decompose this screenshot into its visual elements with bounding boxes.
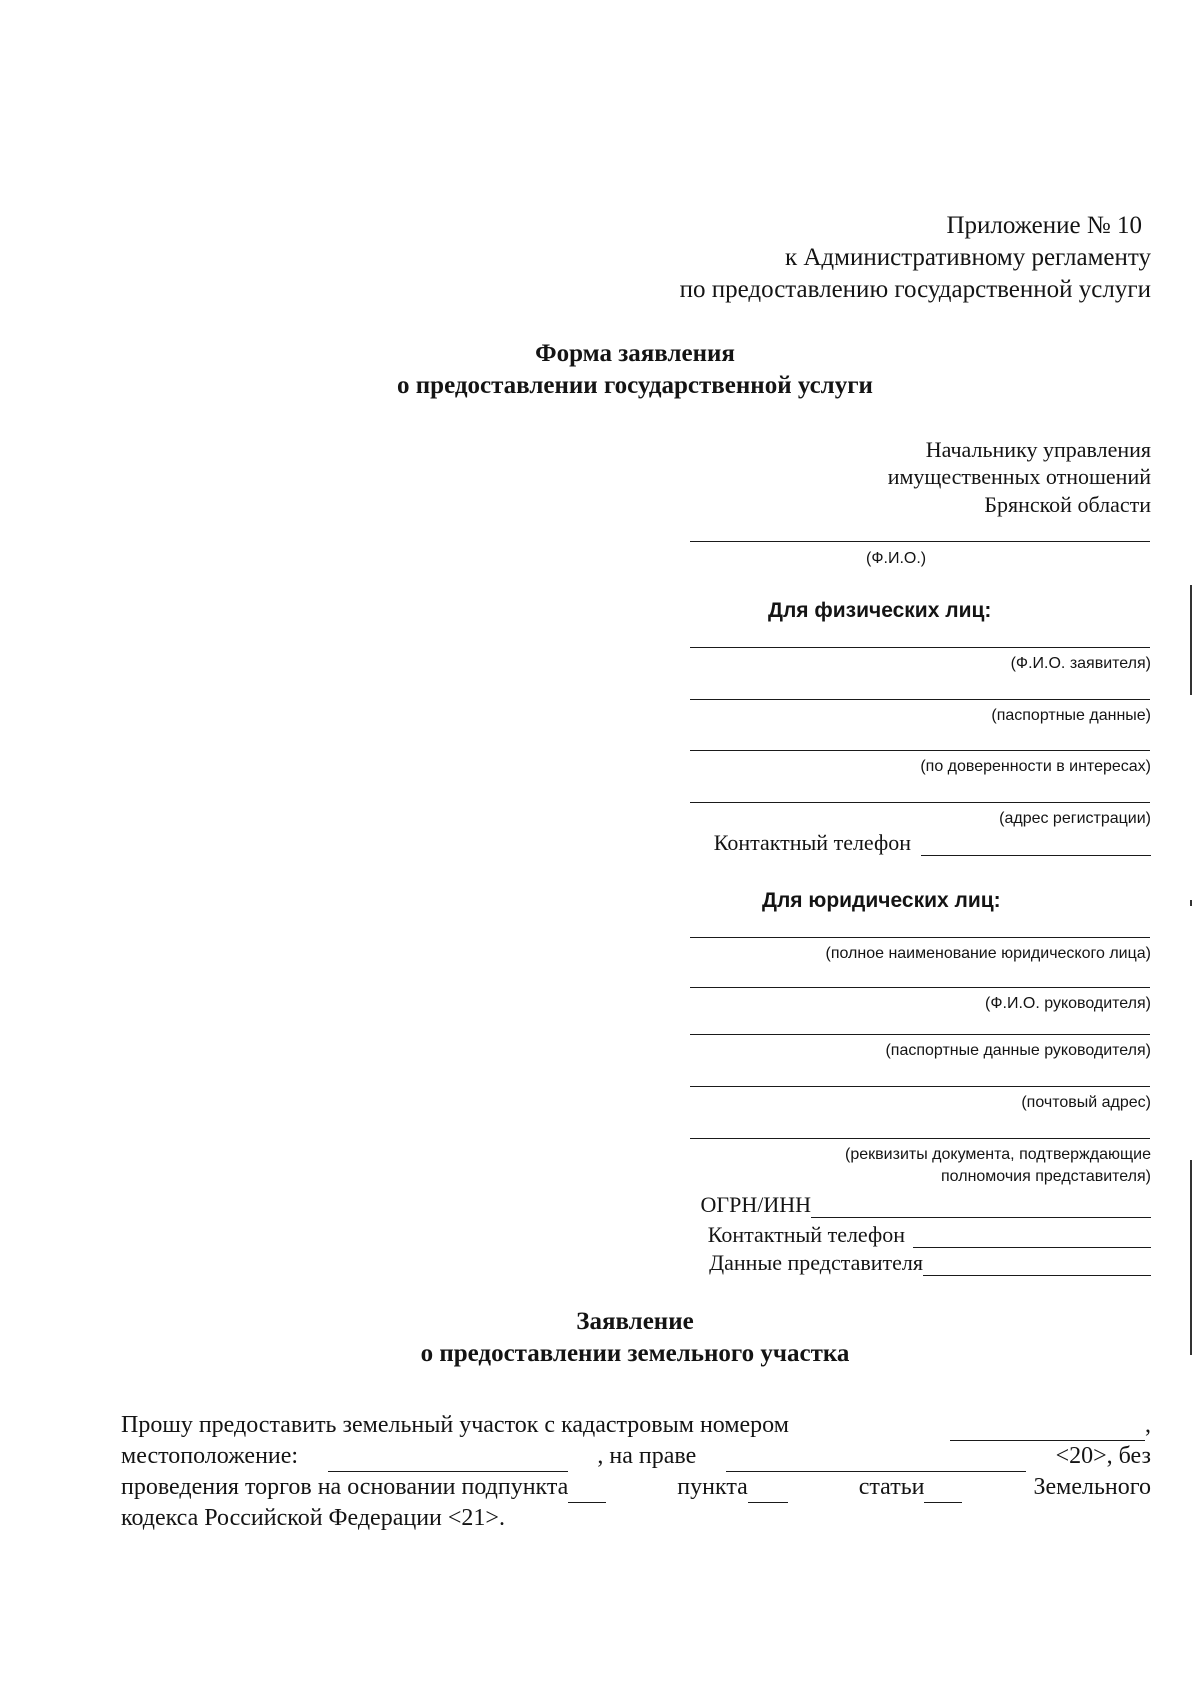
- paragraph-field[interactable]: [748, 1480, 788, 1503]
- statement-line-3: [121, 1472, 1151, 1503]
- head-passport-line[interactable]: [690, 1034, 1150, 1035]
- statement-line-1: [121, 1410, 1151, 1441]
- addressee-line3: Брянской области: [984, 492, 1151, 517]
- applicant-proxy-line[interactable]: [690, 750, 1150, 751]
- authority-document-line[interactable]: [690, 1138, 1150, 1139]
- statement-line-4: кодекса Российской Федерации <21>.: [121, 1505, 505, 1531]
- scan-edge-mark: [1190, 585, 1192, 695]
- right-type-field[interactable]: [726, 1449, 1026, 1472]
- applicant-fio-caption: (Ф.И.О. заявителя): [1010, 655, 1151, 672]
- applicant-fio-line[interactable]: [690, 647, 1150, 648]
- individuals-heading: Для физических лиц:: [768, 599, 992, 622]
- representative-row: [709, 1250, 1151, 1276]
- legal-name-caption: (полное наименование юридического лица): [825, 945, 1151, 962]
- applicant-passport-caption: (паспортные данные): [991, 707, 1151, 724]
- statement-line-1-comma: ,: [1145, 1412, 1151, 1438]
- individual-phone-label: Контактный телефон: [713, 830, 911, 855]
- footnote-20-text: <20>, без: [1055, 1443, 1151, 1469]
- ogrn-row: [700, 1192, 1151, 1218]
- appendix-number: Приложение № 10: [946, 212, 1142, 239]
- appendix-service: по предоставлению государственной услуги: [679, 276, 1151, 303]
- land-code-word: Земельного: [1033, 1474, 1151, 1500]
- article-field[interactable]: [924, 1480, 962, 1503]
- postal-address-caption: (почтовый адрес): [1021, 1094, 1151, 1111]
- applicant-passport-line[interactable]: [690, 699, 1150, 700]
- authority-document-caption-1: (реквизиты документа, подтверждающие: [845, 1146, 1151, 1163]
- paragraph-label: пункта: [677, 1474, 748, 1500]
- subparagraph-label: проведения торгов на основании подпункта: [121, 1474, 569, 1500]
- ogrn-field[interactable]: [811, 1197, 1151, 1218]
- cadastral-number-field[interactable]: [950, 1418, 1145, 1441]
- subparagraph-field[interactable]: [568, 1480, 606, 1503]
- individual-phone-row: [714, 830, 1151, 856]
- form-title-line2: о предоставлении государственной услуги: [397, 372, 873, 399]
- legal-name-line[interactable]: [690, 937, 1150, 938]
- postal-address-line[interactable]: [690, 1086, 1150, 1087]
- form-title-line1: Форма заявления: [535, 340, 735, 367]
- authority-document-caption-2: полномочия представителя): [941, 1168, 1151, 1185]
- addressee-fio-caption: (Ф.И.О.): [866, 550, 927, 567]
- statement-line-1-text: Прошу предоставить земельный участок с кадастровым номером: [121, 1412, 789, 1438]
- appendix-regulation: к Административному регламенту: [784, 244, 1151, 271]
- representative-field[interactable]: [923, 1255, 1151, 1276]
- head-fio-line[interactable]: [690, 987, 1150, 988]
- individual-phone-field[interactable]: [921, 835, 1151, 856]
- head-passport-caption: (паспортные данные руководителя): [885, 1042, 1151, 1059]
- statement-line-2: [121, 1441, 1151, 1472]
- legal-phone-label: Контактный телефон: [707, 1222, 905, 1247]
- right-label: , на праве: [597, 1443, 697, 1469]
- scan-edge-mark: [1190, 1160, 1192, 1355]
- scan-edge-mark: [1190, 900, 1192, 906]
- statement-body: [121, 1410, 1151, 1534]
- legal-entities-heading: Для юридических лиц:: [762, 889, 1001, 912]
- representative-label: Данные представителя: [709, 1250, 923, 1275]
- legal-phone-row: [708, 1222, 1151, 1248]
- location-label: местоположение:: [121, 1443, 299, 1469]
- head-fio-caption: (Ф.И.О. руководителя): [985, 995, 1151, 1012]
- article-label: статьи: [858, 1474, 925, 1500]
- statement-title-line2: о предоставлении земельного участка: [420, 1340, 850, 1367]
- addressee-line1: Начальнику управления: [925, 437, 1151, 462]
- legal-phone-field[interactable]: [913, 1227, 1151, 1248]
- addressee-fio-line[interactable]: [690, 541, 1150, 542]
- applicant-address-caption: (адрес регистрации): [999, 810, 1151, 827]
- location-field[interactable]: [328, 1449, 568, 1472]
- ogrn-label: ОГРН/ИНН: [700, 1192, 811, 1217]
- applicant-address-line[interactable]: [690, 802, 1150, 803]
- applicant-proxy-caption: (по доверенности в интересах): [920, 758, 1151, 775]
- addressee-line2: имущественных отношений: [887, 464, 1151, 489]
- statement-title-line1: Заявление: [576, 1308, 694, 1335]
